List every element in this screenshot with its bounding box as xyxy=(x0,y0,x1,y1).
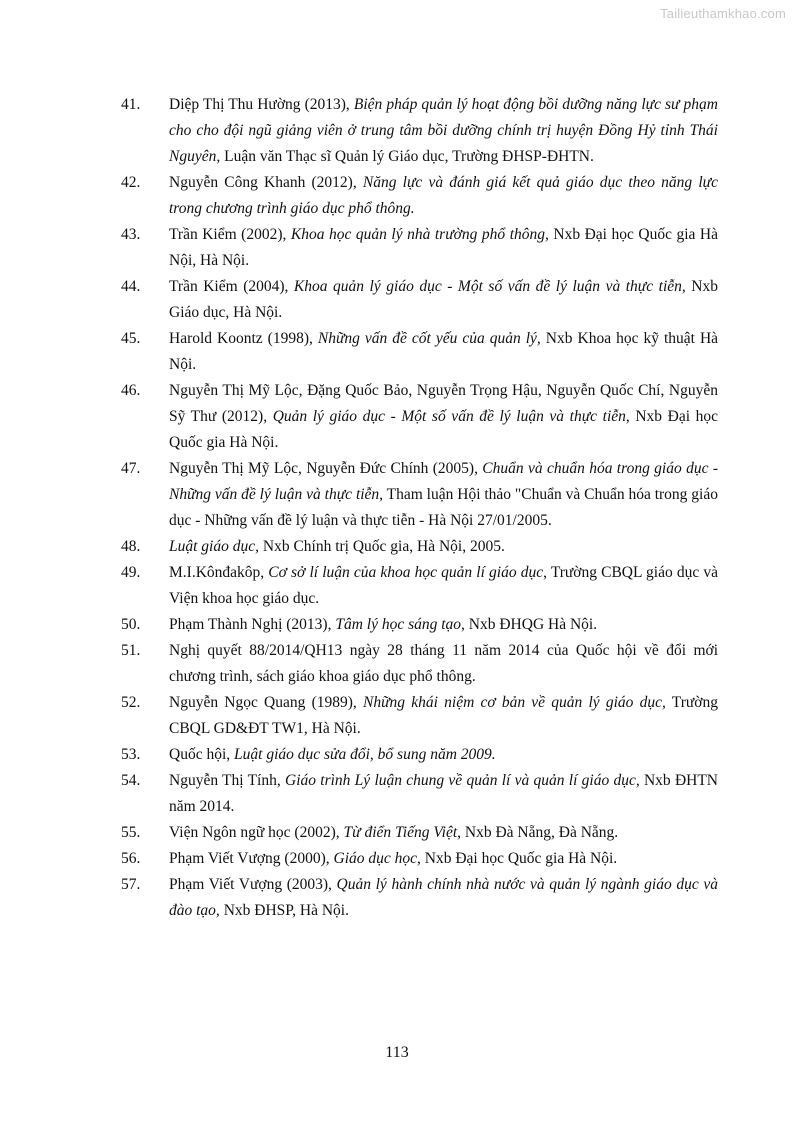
reference-item xyxy=(121,92,718,170)
reference-title: Quản lý hành chính nhà nước và quản lý ngành giáo dục và đào tạo, xyxy=(169,876,718,919)
reference-text xyxy=(169,560,718,612)
reference-number: 46. xyxy=(121,382,141,399)
reference-segment: Trần Kiểm (2002), xyxy=(169,226,291,243)
reference-number: 44. xyxy=(121,278,141,295)
reference-segment: Trường CBQL GD&ĐT TW1, Hà Nội. xyxy=(169,694,718,737)
reference-number: 51. xyxy=(121,642,141,659)
reference-segment: Nguyễn Ngọc Quang (1989), xyxy=(169,694,363,711)
reference-number: 45. xyxy=(121,330,141,347)
reference-segment: Nguyễn Thị Mỹ Lộc, Đặng Quốc Bảo, Nguyễn Trọng Hậu, Nguyễn Quốc Chí, Nguyễn Sỹ Thư (2012), xyxy=(169,382,718,425)
reference-item xyxy=(121,742,718,768)
page-number: 113 xyxy=(385,1044,409,1061)
reference-number: 56. xyxy=(121,850,141,867)
reference-text xyxy=(169,378,718,456)
reference-segment: Nguyễn Công Khanh (2012), xyxy=(169,174,363,191)
reference-segment: Tham luận Hội thảo "Chuẩn và Chuẩn hóa trong giáo dục - Những vấn đề lý luận và thực tiễn - Hà Nội 27/01/2005. xyxy=(169,486,718,529)
reference-title: Tâm lý học sáng tạo xyxy=(335,616,462,633)
reference-item xyxy=(121,534,718,560)
reference-segment: Nxb Đà Nẵng, Đà Nẵng. xyxy=(461,824,619,841)
reference-title: Giáo dục học, xyxy=(333,850,421,867)
reference-number: 54. xyxy=(121,772,141,789)
reference-segment: Trần Kiểm (2004), xyxy=(169,278,294,295)
reference-segment: Quốc hội, xyxy=(169,746,235,763)
reference-segment: Nxb Giáo dục, Hà Nội. xyxy=(169,278,718,321)
reference-segment: , Nxb Đại học Quốc gia Hà Nội. xyxy=(169,408,718,451)
reference-number: 53. xyxy=(121,746,141,763)
reference-item xyxy=(121,872,718,924)
reference-item xyxy=(121,690,718,742)
reference-title: Giáo trình Lý luận chung về quản lí và quản lí giáo dục, xyxy=(285,772,640,789)
reference-title: Luật giáo dục, xyxy=(169,538,259,555)
reference-text xyxy=(169,690,718,742)
reference-title: Khoa quản lý giáo dục - Một số vấn đề lý luận và thực tiễn, xyxy=(293,278,686,295)
reference-item xyxy=(121,170,718,222)
reference-text xyxy=(169,638,718,690)
reference-title: Quản lý giáo dục - Một số vấn đề lý luận và thực tiễn xyxy=(272,408,626,425)
reference-item xyxy=(121,820,718,846)
reference-number: 47. xyxy=(121,460,141,477)
reference-item xyxy=(121,326,718,378)
reference-number: 52. xyxy=(121,694,141,711)
reference-segment: Diệp Thị Thu Hường (2013), xyxy=(169,96,354,113)
reference-text xyxy=(169,170,718,222)
reference-item xyxy=(121,612,718,638)
reference-segment: Nxb Khoa học kỹ thuật Hà Nội. xyxy=(169,330,719,373)
reference-title: Luật giáo dục sửa đổi, bổ sung năm 2009. xyxy=(234,746,496,763)
reference-title: Chuẩn và chuẩn hóa trong giáo dục - Những vấn đề lý luận và thực tiễn, xyxy=(169,460,718,503)
reference-item xyxy=(121,222,718,274)
reference-number: 57. xyxy=(121,876,141,893)
reference-number: 48. xyxy=(121,538,141,555)
reference-segment: Nxb Đại học Quốc gia Hà Nội. xyxy=(420,850,618,867)
reference-segment: Nghị quyết 88/2014/QH13 ngày 28 tháng 11 năm 2014 của Quốc hội về đổi mới chương trình, sách giáo khoa giáo dục phổ thông. xyxy=(169,642,718,685)
reference-number: 55. xyxy=(121,824,141,841)
reference-title: Khoa học quản lý nhà trường phổ thông, xyxy=(290,226,549,243)
reference-item xyxy=(121,768,718,820)
reference-title: Những khái niệm cơ bản về quản lý giáo dục, xyxy=(363,694,666,711)
reference-segment: Phạm Viết Vượng (2003), xyxy=(169,876,337,893)
reference-number: 42. xyxy=(121,174,141,191)
reference-segment: Phạm Thành Nghị (2013), xyxy=(169,616,336,633)
reference-list xyxy=(121,92,718,924)
reference-item xyxy=(121,274,718,326)
reference-title: Năng lực và đánh giá kết quả giáo dục theo năng lực trong chương trình giáo dục phổ thông. xyxy=(169,174,718,217)
reference-item xyxy=(121,846,718,872)
reference-segment: Phạm Viết Vượng (2000), xyxy=(169,850,334,867)
reference-text xyxy=(169,326,718,378)
reference-text xyxy=(169,222,718,274)
reference-segment: Nxb ĐHSP, Hà Nội. xyxy=(219,902,349,919)
reference-text xyxy=(169,872,718,924)
reference-text xyxy=(169,534,718,560)
reference-segment: Nguyễn Thị Mỹ Lộc, Nguyễn Đức Chính (2005), xyxy=(169,460,483,477)
watermark-text: Tailieuthamkhao.com xyxy=(660,6,786,21)
reference-item xyxy=(121,560,718,612)
reference-text xyxy=(169,768,718,820)
reference-text xyxy=(169,820,718,846)
reference-item xyxy=(121,456,718,534)
reference-number: 50. xyxy=(121,616,141,633)
reference-segment: Harold Koontz (1998), xyxy=(169,330,318,347)
reference-segment: Nguyễn Thị Tính, xyxy=(169,772,285,789)
reference-item xyxy=(121,378,718,456)
reference-segment: Nxb ĐHTN năm 2014. xyxy=(169,772,718,815)
reference-title: Những vấn đề cốt yếu của quản lý, xyxy=(317,330,541,347)
reference-title: Từ điển Tiếng Việt, xyxy=(343,824,462,841)
reference-number: 49. xyxy=(121,564,141,581)
reference-text xyxy=(169,274,718,326)
reference-text xyxy=(169,612,718,638)
reference-text xyxy=(169,456,718,534)
reference-segment: Nxb Chính trị Quốc gia, Hà Nội, 2005. xyxy=(259,538,505,555)
reference-text xyxy=(169,92,718,170)
reference-segment: M.I.Kônđakôp, xyxy=(169,564,269,581)
reference-text xyxy=(169,742,718,768)
reference-number: 41. xyxy=(121,96,141,113)
reference-title: Biện pháp quản lý hoạt động bồi dưỡng năng lực sư phạm cho cho đội ngũ giảng viên ở trung tâm bồi dưỡng chính trị huyện Đồng Hỷ tỉnh Thái Nguyên, xyxy=(169,96,719,165)
reference-segment: Luận văn Thạc sĩ Quản lý Giáo dục, Trường ĐHSP-ĐHTN. xyxy=(220,148,594,165)
reference-number: 43. xyxy=(121,226,141,243)
reference-segment: , Nxb ĐHQG Hà Nội. xyxy=(461,616,598,633)
reference-segment: Viện Ngôn ngữ học (2002), xyxy=(169,824,344,841)
reference-item xyxy=(121,638,718,690)
reference-text xyxy=(169,846,718,872)
reference-title: Cơ sở lí luận của khoa học quản lí giáo dục xyxy=(268,564,544,581)
reference-segment: , Trường CBQL giáo dục và Viện khoa học giáo dục. xyxy=(169,564,718,607)
reference-segment: Nxb Đại học Quốc gia Hà Nội, Hà Nội. xyxy=(169,226,718,269)
